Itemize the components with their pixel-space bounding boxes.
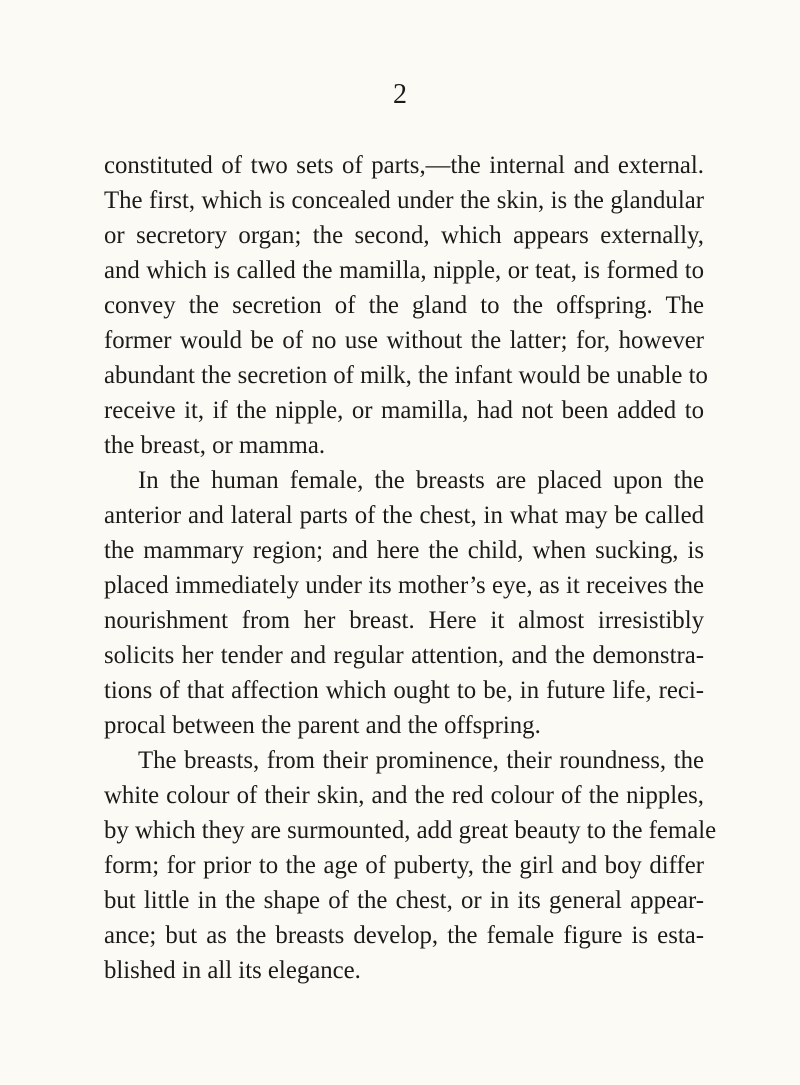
text-line: or secretory organ; the second, which appears externally,: [104, 222, 704, 249]
text-line: white colour of their skin, and the red colour of the nipples,: [104, 782, 704, 809]
body-text: [104, 148, 717, 988]
text-line: former would be of no use without the latter; for, however: [104, 327, 704, 354]
text-line: solicits her tender and regular attention, and the demonstra-: [104, 642, 704, 669]
text-line: placed immediately under its mother’s eye, as it receives the: [104, 572, 704, 599]
text-line: the breast, or mamma.: [104, 432, 326, 459]
text-line: form; for prior to the age of puberty, the girl and boy differ: [104, 852, 704, 879]
text-line: convey the secretion of the gland to the offspring. The: [104, 292, 704, 319]
text-line: In the human female, the breasts are placed upon the: [138, 467, 704, 494]
paragraph: [104, 148, 708, 463]
text-line: The first, which is concealed under the skin, is the glandular: [104, 187, 704, 214]
text-line: but little in the shape of the chest, or in its general appear-: [104, 887, 704, 914]
text-line: and which is called the mamilla, nipple, or teat, is formed to: [104, 257, 704, 284]
text-line: the mammary region; and here the child, when sucking, is: [104, 537, 704, 564]
text-line: tions of that affection which ought to be, in future life, reci-: [104, 677, 704, 704]
paragraph: [104, 463, 704, 743]
text-line: procal between the parent and the offspring.: [104, 712, 541, 739]
page-number: 2: [393, 79, 407, 110]
text-line: abundant the secretion of milk, the infant would be unable to: [104, 362, 708, 389]
text-line: blished in all its elegance.: [104, 957, 361, 984]
text-line: receive it, if the nipple, or mamilla, had not been added to: [104, 397, 704, 424]
text-line: by which they are surmounted, add great beauty to the female: [104, 817, 717, 844]
text-line: constituted of two sets of parts,—the internal and external.: [104, 152, 704, 179]
text-line: anterior and lateral parts of the chest, in what may be called: [104, 502, 704, 529]
text-line: nourishment from her breast. Here it almost irresistibly: [104, 607, 704, 634]
paragraph: [104, 743, 717, 988]
text-line: The breasts, from their prominence, their roundness, the: [138, 747, 704, 774]
text-line: ance; but as the breasts develop, the female figure is esta-: [104, 922, 704, 949]
